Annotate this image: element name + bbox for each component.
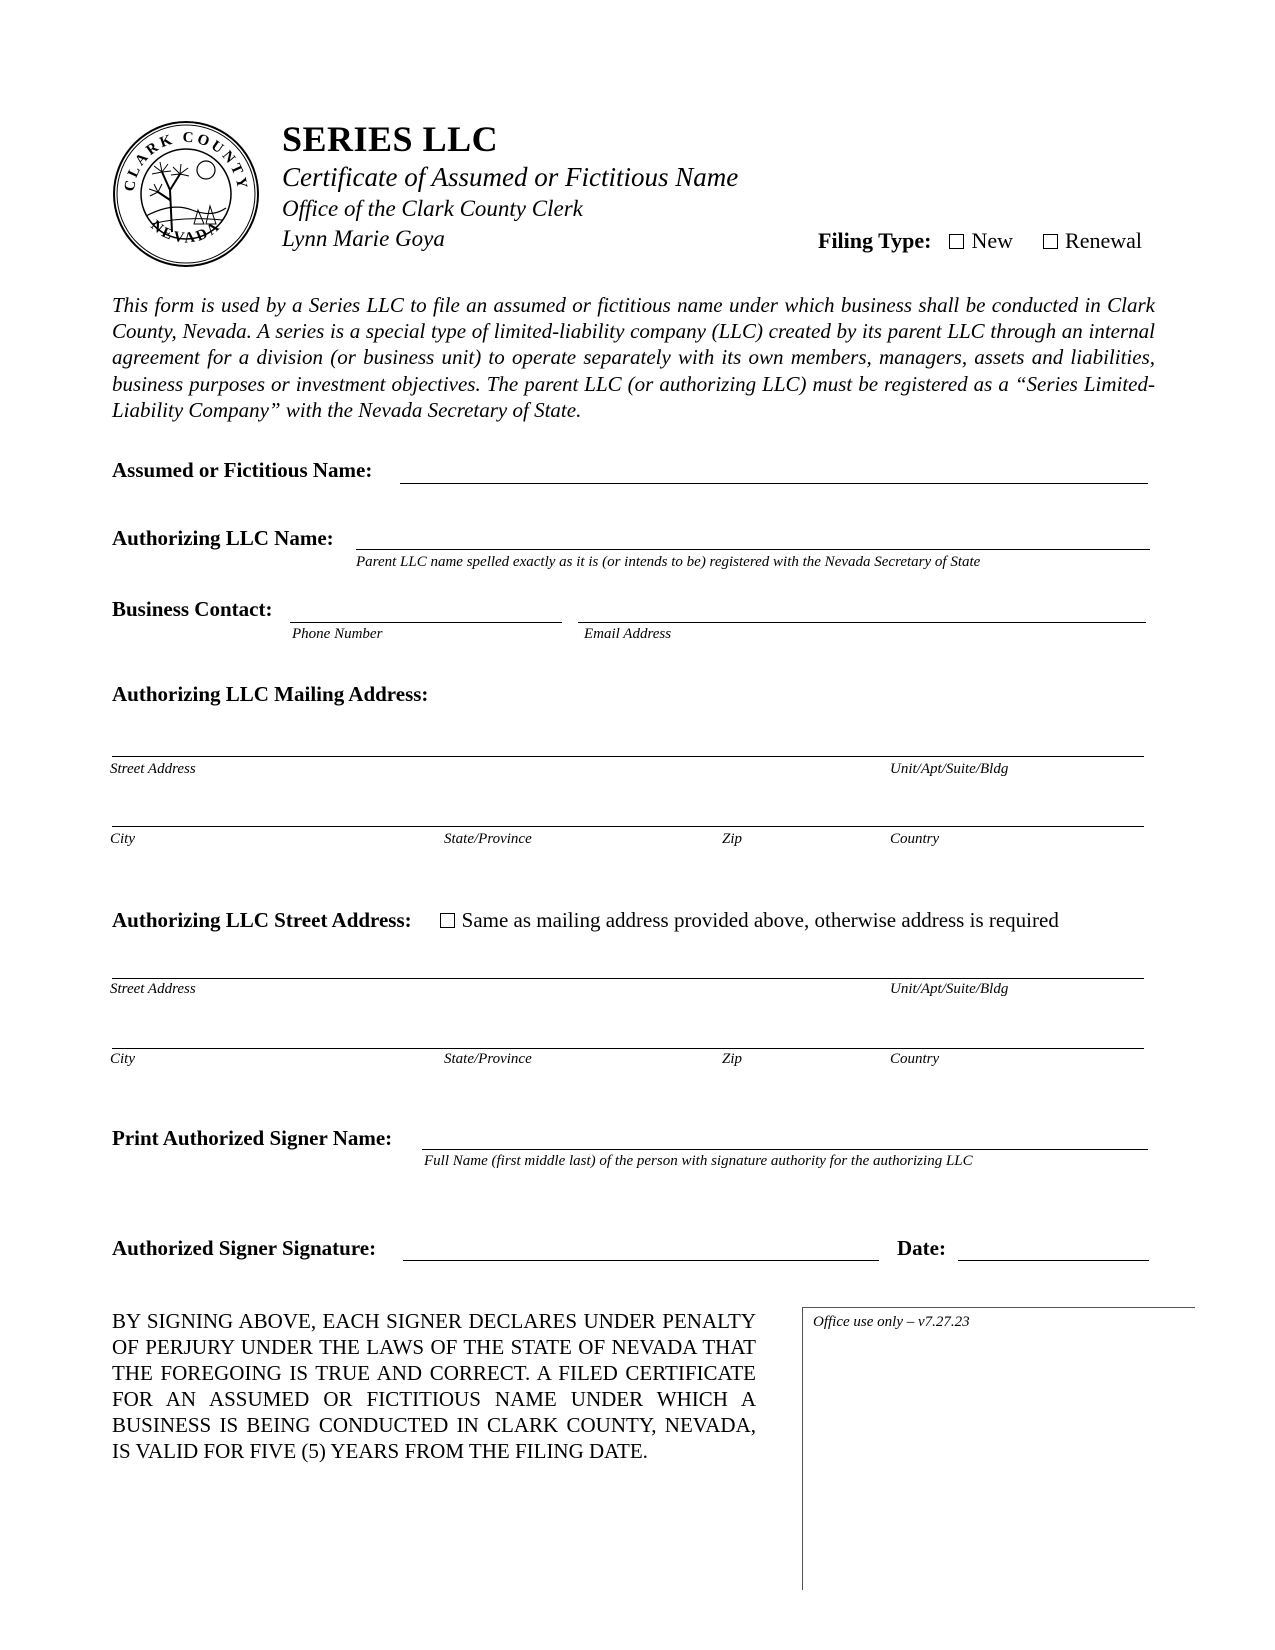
email-address-hint: Email Address [584, 626, 672, 642]
assumed-name-field[interactable] [400, 483, 1148, 484]
street-state-hint: State/Province [444, 1051, 532, 1067]
new-option-label: New [971, 228, 1014, 253]
mailing-unit-hint: Unit/Apt/Suite/Bldg [890, 761, 1009, 777]
street-address-row [112, 908, 1059, 933]
street-unit-hint: Unit/Apt/Suite/Bldg [890, 981, 1009, 997]
form-title: SERIES LLC [282, 119, 499, 159]
street-country-hint: Country [890, 1051, 940, 1067]
assumed-name-label: Assumed or Fictitious Name: [112, 458, 373, 482]
svg-text:CLARK COUNTY: CLARK COUNTY [121, 129, 251, 193]
filing-type-renewal-option[interactable] [1043, 228, 1142, 254]
clark-county-seal [112, 120, 260, 268]
mailing-city-state-zip-field[interactable] [112, 826, 1144, 827]
office-name: Office of the Clark County Clerk [282, 196, 583, 221]
authorizing-llc-name-label: Authorizing LLC Name: [112, 526, 334, 550]
same-as-mailing-checkbox[interactable] [440, 913, 455, 928]
signer-name-field[interactable] [422, 1149, 1148, 1150]
street-city-state-zip-field[interactable] [112, 1048, 1144, 1049]
email-address-field[interactable] [578, 622, 1146, 623]
renewal-checkbox[interactable] [1043, 234, 1058, 249]
mailing-country-hint: Country [890, 831, 940, 847]
same-as-mailing-label: Same as mailing address provided above, otherwise address is required [461, 908, 1059, 932]
clerk-name: Lynn Marie Goya [282, 226, 445, 251]
filing-type-new-option[interactable] [949, 228, 1013, 254]
mailing-state-hint: State/Province [444, 831, 532, 847]
signer-name-hint: Full Name (first middle last) of the person with signature authority for the authorizing LLC [424, 1153, 973, 1169]
filing-type [818, 228, 1142, 254]
street-street-hint: Street Address [110, 981, 196, 997]
mailing-address-label: Authorizing LLC Mailing Address: [112, 682, 429, 706]
mailing-street-field[interactable] [112, 756, 1144, 757]
office-use-label: Office use only – v7.27.23 [813, 1314, 970, 1330]
signature-field[interactable] [403, 1260, 879, 1261]
street-address-label: Authorizing LLC Street Address: [112, 908, 412, 932]
mailing-street-hint: Street Address [110, 761, 196, 777]
renewal-option-label: Renewal [1065, 228, 1142, 253]
svg-text:NEVADA: NEVADA [147, 217, 225, 247]
date-label: Date: [897, 1236, 946, 1260]
authorizing-llc-name-hint: Parent LLC name spelled exactly as it is (or intends to be) registered with the Nevada Secretary of State [356, 554, 981, 570]
mailing-city-hint: City [110, 831, 135, 847]
business-contact-label: Business Contact: [112, 597, 273, 621]
signature-label: Authorized Signer Signature: [112, 1236, 377, 1260]
phone-number-hint: Phone Number [292, 626, 383, 642]
street-city-hint: City [110, 1051, 135, 1067]
signer-name-label: Print Authorized Signer Name: [112, 1126, 393, 1150]
form-instructions: This form is used by a Series LLC to file an assumed or fictitious name under which business shall be conducted in Clark County, Nevada. A series is a special type of limited-liability company (LLC) created by its parent LLC through an internal agreement for a division (or business unit) to operate separately with its own members, managers, assets and liabilities, business purposes or investment objectives. The parent LLC (or authorizing LLC) must be registered as a “Series Limited-Liability Company” with the Nevada Secretary of State. [112, 293, 1155, 422]
mailing-zip-hint: Zip [722, 831, 743, 847]
perjury-declaration: BY SIGNING ABOVE, EACH SIGNER DECLARES UNDER PENALTY OF PERJURY UNDER THE LAWS OF THE STATE OF NEVADA THAT THE FOREGOING IS TRUE AND CORRECT. A FILED CERTIFICATE FOR AN ASSUMED OR FICTITIOUS NAME UNDER WHICH A BUSINESS IS BEING CONDUCTED IN CLARK COUNTY, NEVADA, IS VALID FOR FIVE (5) YEARS FROM THE FILING DATE. [112, 1309, 756, 1463]
filing-type-label: Filing Type: [818, 228, 932, 253]
new-checkbox[interactable] [949, 234, 964, 249]
street-street-field[interactable] [112, 978, 1144, 979]
phone-number-field[interactable] [290, 622, 562, 623]
street-zip-hint: Zip [722, 1051, 743, 1067]
same-as-mailing-option[interactable] [440, 908, 1059, 933]
date-field[interactable] [958, 1260, 1149, 1261]
form-subtitle: Certificate of Assumed or Fictitious Name [282, 162, 739, 192]
office-use-box [802, 1307, 1195, 1590]
authorizing-llc-name-field[interactable] [356, 549, 1150, 550]
